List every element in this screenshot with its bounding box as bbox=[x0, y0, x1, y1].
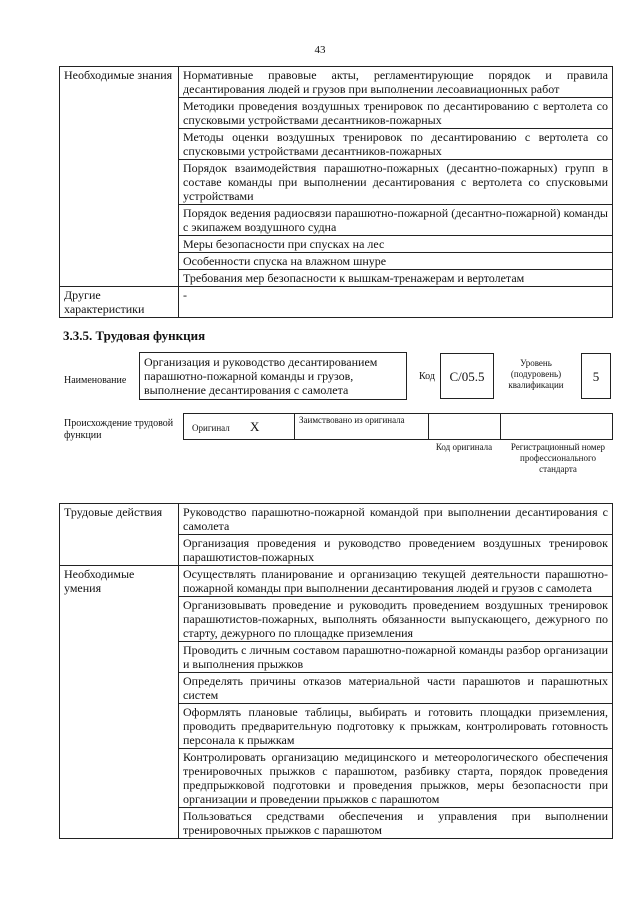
code-box bbox=[440, 353, 494, 399]
table-row bbox=[60, 67, 613, 98]
knowledge-table bbox=[59, 66, 613, 318]
code-label: Код bbox=[419, 371, 435, 382]
page-number: 43 bbox=[314, 44, 326, 56]
borrowed-cell bbox=[294, 413, 429, 440]
knowledge-item: Методы оценки воздушных тренировок по десантированию с вертолета со спусковыми устройствами десантников-пожарных bbox=[179, 129, 613, 160]
reg-number-caption: Регистрационный номер профессионального стандарта bbox=[510, 442, 606, 474]
function-name-box bbox=[139, 352, 407, 400]
action-item: Руководство парашютно-пожарной командой при выполнении десантирования с самолета bbox=[179, 504, 613, 535]
skill-item: Пользоваться средствами обеспечения и управления при выполнении тренировочных прыжков с парашютом bbox=[179, 808, 613, 839]
borrowed-label: Заимствовано из оригинала bbox=[299, 415, 405, 425]
other-characteristics-label: Другие характеристики bbox=[60, 287, 179, 318]
name-label: Наименование bbox=[64, 375, 127, 386]
function-name-value: Организация и руководство десантированием парашютно-пожарной команды и грузов, выполнение десантирования с самолета bbox=[144, 355, 378, 397]
skill-item: Определять причины отказов материальной части парашютов и парашютных систем bbox=[179, 673, 613, 704]
code-value: С/05.5 bbox=[449, 369, 485, 384]
other-characteristics-value: - bbox=[179, 287, 613, 318]
skill-item: Осуществлять планирование и организацию текущей деятельности парашютно-пожарной команды при выполнении десантирования людей и грузов с самолета bbox=[179, 566, 613, 597]
level-label: Уровень (подуровень) квалификации bbox=[508, 358, 564, 390]
knowledge-label: Необходимые знания bbox=[60, 67, 179, 287]
table-row bbox=[60, 504, 613, 535]
knowledge-item: Методики проведения воздушных тренировок по десантированию с вертолета со спусковыми устройствами десантников-пожарных bbox=[179, 98, 613, 129]
skill-item: Оформлять плановые таблицы, выбирать и готовить площадки приземления, проводить предварительную подготовку к прыжкам, контролировать готовность персонала к прыжкам bbox=[179, 704, 613, 749]
original-mark: X bbox=[250, 419, 260, 434]
actions-label: Трудовые действия bbox=[60, 504, 179, 566]
knowledge-item: Меры безопасности при спусках на лес bbox=[179, 236, 613, 253]
skills-label: Необходимые умения bbox=[60, 566, 179, 839]
code-original-caption: Код оригинала bbox=[435, 442, 493, 452]
actions-table bbox=[59, 503, 613, 839]
knowledge-item: Нормативные правовые акты, регламентирующие порядок и правила десантирования людей и грузов при выполнении лесоавиационных работ bbox=[179, 67, 613, 98]
action-item: Организация проведения и руководство проведением воздушных тренировок парашютистов-пожарных bbox=[179, 535, 613, 566]
section-title: 3.3.5. Трудовая функция bbox=[63, 328, 206, 343]
skill-item: Организовывать проведение и руководить проведением воздушных тренировок парашютистов-пожарных, выполнять обязанности выпускающего, дежурного по старту, дежурного по площадке приземления bbox=[179, 597, 613, 642]
knowledge-item: Порядок взаимодействия парашютно-пожарных (десантно-пожарных) групп в составе команды при выполнении десантирования с вертолета со спусковыми устройствами bbox=[179, 160, 613, 205]
skill-item: Проводить с личным составом парашютно-пожарной команды разбор организации и выполнения прыжков bbox=[179, 642, 613, 673]
original-label: Оригинал bbox=[192, 423, 230, 433]
knowledge-item: Порядок ведения радиосвязи парашютно-пожарной (десантно-пожарной) команды с экипажем воздушного судна bbox=[179, 205, 613, 236]
table-row bbox=[60, 566, 613, 597]
skill-item: Контролировать организацию медицинского и метеорологического обеспечения тренировочных прыжков с парашютом, разбивку старта, порядок проведения предпрыжковой подготовки и проведения прыжков, меры безопасности при организации и проведении прыжков с парашютом bbox=[179, 749, 613, 808]
origin-table bbox=[183, 413, 613, 440]
level-box bbox=[581, 353, 611, 399]
table-row bbox=[60, 287, 613, 318]
origin-label: Происхождение трудовой функции bbox=[64, 418, 174, 441]
original-cell bbox=[183, 413, 295, 440]
level-value: 5 bbox=[592, 369, 600, 384]
knowledge-item: Особенности спуска на влажном шнуре bbox=[179, 253, 613, 270]
knowledge-item: Требования мер безопасности к вышкам-тренажерам и вертолетам bbox=[179, 270, 613, 287]
code-original-cell bbox=[428, 413, 501, 440]
